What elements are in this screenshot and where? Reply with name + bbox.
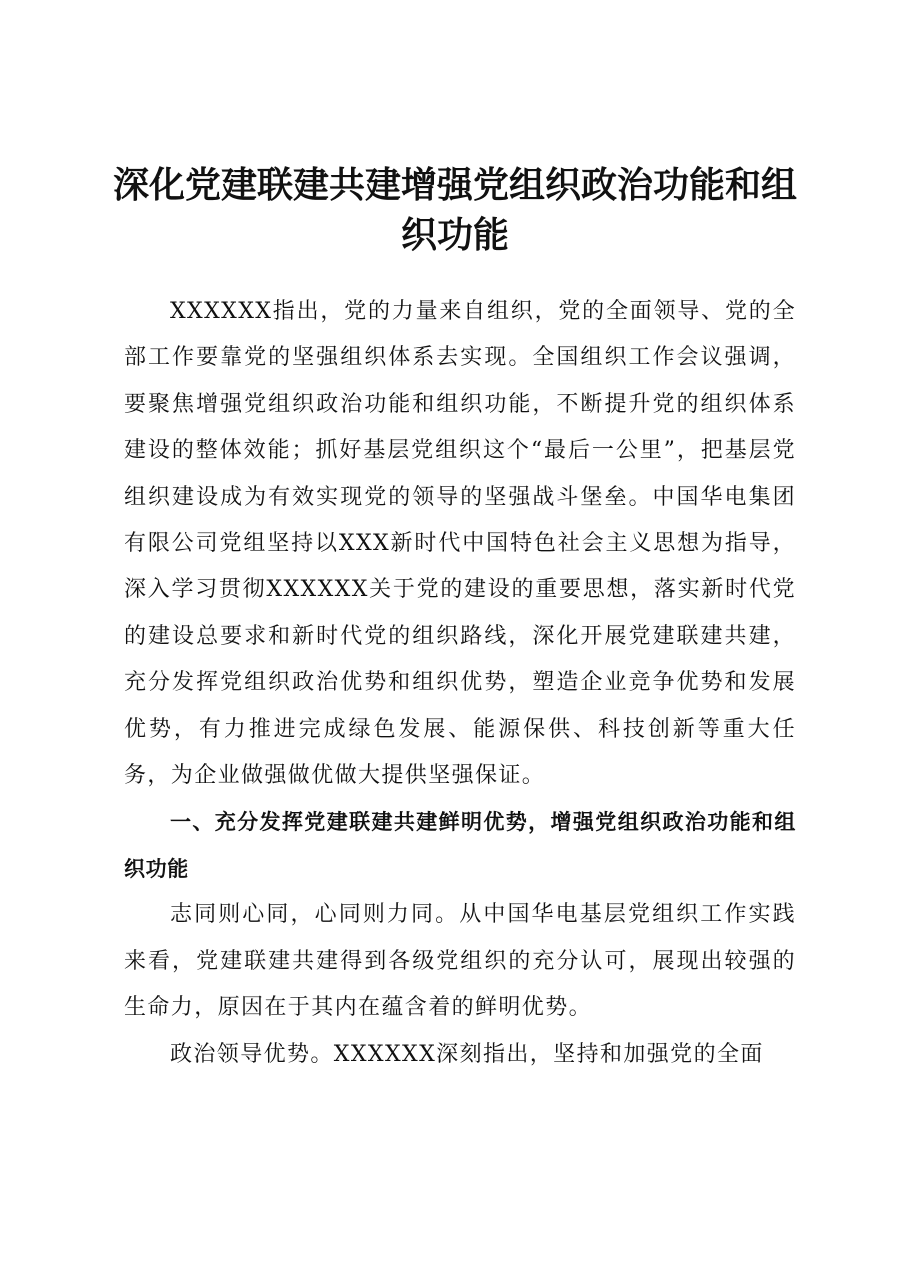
- document-body: [124, 289, 796, 1078]
- section-paragraph-1: 志同则心同，心同则力同。从中国华电基层党组织工作实践来看，党建联建共建得到各级党组织的充分认可，展现出较强的生命力，原因在于其内在蕴含着的鲜明优势。: [124, 902, 796, 1021]
- intro-paragraph: XXXXXX指出，党的力量来自组织，党的全面领导、党的全部工作要靠党的坚强组织体系去实现。全国组织工作会议强调，要聚焦增强党组织政治功能和组织功能，不断提升党的组织体系建设的整体效能；抓好基层党组织这个“最后一公里”，把基层党组织建设成为有效实现党的领导的坚强战斗堡垒。中国华电集团有限公司党组坚持以XXX新时代中国特色社会主义思想为指导，深入学习贯彻XXXXXX关于党的建设的重要思想，落实新时代党的建设总要求和新时代党的组织路线，深化开展党建联建共建，充分发挥党组织政治优势和组织优势，塑造企业竞争优势和发展优势，有力推进完成绿色发展、能源保供、科技创新等重大任务，为企业做强做优做大提供坚强保证。: [124, 299, 796, 789]
- document-title: 深化党建联建共建增强党组织政治功能和组织功能: [112, 164, 797, 256]
- section-heading-1: 一、充分发挥党建联建共建鲜明优势，增强党组织政治功能和组织功能: [124, 810, 796, 881]
- section-paragraph-2: 政治领导优势。XXXXXX深刻指出，坚持和加强党的全面: [170, 1041, 764, 1067]
